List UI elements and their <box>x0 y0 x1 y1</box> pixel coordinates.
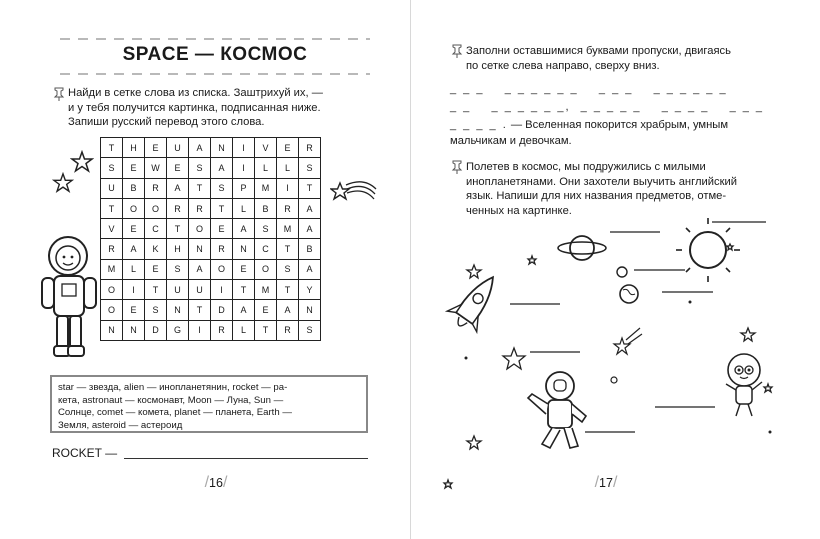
instruction-line: ченных на картинке. <box>466 204 572 217</box>
grid-cell[interactable]: A <box>233 219 255 239</box>
grid-cell[interactable]: E <box>211 219 233 239</box>
grid-cell[interactable]: B <box>299 239 321 259</box>
grid-cell[interactable]: O <box>145 198 167 218</box>
astronaut-icon <box>528 372 586 448</box>
grid-cell[interactable]: S <box>189 158 211 178</box>
grid-cell[interactable]: V <box>101 219 123 239</box>
grid-cell[interactable]: C <box>255 239 277 259</box>
grid-cell[interactable]: L <box>123 259 145 279</box>
answer-line[interactable] <box>124 458 368 459</box>
grid-cell[interactable]: I <box>233 138 255 158</box>
grid-cell[interactable]: L <box>233 320 255 340</box>
grid-cell[interactable]: R <box>277 320 299 340</box>
grid-cell[interactable]: T <box>167 219 189 239</box>
grid-cell[interactable]: U <box>167 138 189 158</box>
grid-cell[interactable]: D <box>145 320 167 340</box>
grid-cell[interactable]: N <box>211 138 233 158</box>
grid-cell[interactable]: W <box>145 158 167 178</box>
grid-cell[interactable]: A <box>189 259 211 279</box>
sentence-line <box>450 119 728 131</box>
comet-icon <box>614 328 642 354</box>
grid-cell[interactable]: E <box>167 158 189 178</box>
word-search-grid[interactable] <box>100 137 321 341</box>
grid-cell[interactable]: L <box>277 158 299 178</box>
grid-cell[interactable]: N <box>123 320 145 340</box>
word-list-line: Земля, asteroid — астероид <box>58 419 183 431</box>
grid-cell[interactable]: V <box>255 138 277 158</box>
grid-cell[interactable]: A <box>277 300 299 320</box>
blank-row[interactable]: _ _ _ _ . <box>450 119 508 131</box>
moon-icon <box>617 267 627 277</box>
grid-cell[interactable]: E <box>123 158 145 178</box>
grid-cell[interactable]: G <box>167 320 189 340</box>
grid-cell[interactable]: O <box>101 300 123 320</box>
grid-cell[interactable]: N <box>233 239 255 259</box>
grid-cell[interactable]: U <box>189 280 211 300</box>
grid-row <box>101 280 321 300</box>
page-number-right-wrap: /17/ <box>594 474 618 491</box>
alien-icon <box>726 354 762 416</box>
grid-cell[interactable]: T <box>101 198 123 218</box>
grid-cell[interactable]: I <box>211 280 233 300</box>
grid-cell[interactable]: Y <box>299 280 321 300</box>
space-picture <box>430 210 800 500</box>
grid-cell[interactable]: R <box>167 198 189 218</box>
grid-row <box>101 239 321 259</box>
planet-icon <box>558 236 606 260</box>
grid-cell[interactable]: S <box>211 178 233 198</box>
grid-cell[interactable]: I <box>277 178 299 198</box>
grid-cell[interactable]: L <box>233 198 255 218</box>
grid-cell[interactable]: R <box>277 198 299 218</box>
sun-icon <box>676 218 740 282</box>
grid-cell[interactable]: T <box>189 300 211 320</box>
star-icon <box>52 172 74 194</box>
sentence-rest: — Вселенная покорится храбрым, умным <box>510 119 729 131</box>
grid-cell[interactable]: A <box>233 300 255 320</box>
grid-cell[interactable]: S <box>299 320 321 340</box>
sentence-line-2: мальчикам и девочкам. <box>450 135 572 147</box>
grid-row <box>101 300 321 320</box>
grid-cell[interactable]: M <box>255 280 277 300</box>
grid-cell[interactable]: I <box>189 320 211 340</box>
grid-table[interactable] <box>100 137 321 341</box>
grid-cell[interactable]: R <box>101 239 123 259</box>
grid-cell[interactable]: T <box>233 280 255 300</box>
grid-cell[interactable]: A <box>167 178 189 198</box>
grid-cell[interactable]: O <box>189 219 211 239</box>
instruction-line: Найди в сетке слова из списка. Заштрихуй их, — <box>68 87 323 99</box>
grid-cell[interactable]: P <box>233 178 255 198</box>
left-instruction <box>68 86 368 130</box>
grid-cell[interactable]: S <box>299 158 321 178</box>
word-list-line: star — звезда, alien — инопланетянин, rocket — ра- <box>58 382 288 393</box>
grid-cell[interactable]: R <box>189 198 211 218</box>
grid-cell[interactable]: B <box>255 198 277 218</box>
grid-cell[interactable]: N <box>189 239 211 259</box>
grid-cell[interactable]: S <box>255 219 277 239</box>
grid-cell[interactable]: R <box>211 320 233 340</box>
grid-cell[interactable]: M <box>101 259 123 279</box>
asteroid-icon <box>611 377 617 383</box>
grid-cell[interactable]: M <box>255 178 277 198</box>
pin-icon <box>450 44 464 58</box>
grid-cell[interactable]: B <box>123 178 145 198</box>
earth-icon <box>620 285 638 303</box>
grid-cell[interactable]: H <box>167 239 189 259</box>
grid-cell[interactable]: A <box>189 138 211 158</box>
instruction-line: инопланетянами. Они захотели выучить английский <box>466 175 737 188</box>
instruction-line: Полетев в космос, мы подружились с милыми <box>466 161 706 173</box>
instruction-line: Запиши русский перевод этого слова. <box>68 116 265 128</box>
instruction-line: Заполни оставшимися буквами пропуски, двигаясь <box>466 45 731 57</box>
grid-cell[interactable]: A <box>299 219 321 239</box>
grid-cell[interactable]: E <box>277 138 299 158</box>
grid-cell[interactable]: U <box>101 178 123 198</box>
grid-cell[interactable]: K <box>145 239 167 259</box>
right-instruction-1 <box>466 44 776 73</box>
grid-cell[interactable]: A <box>211 158 233 178</box>
grid-row <box>101 178 321 198</box>
page-number: 17 <box>599 476 613 490</box>
answer-label: ROCKET — <box>52 446 118 460</box>
astronaut-icon <box>38 232 100 362</box>
grid-cell[interactable]: D <box>211 300 233 320</box>
grid-cell[interactable]: N <box>167 300 189 320</box>
grid-cell[interactable]: I <box>233 158 255 178</box>
instruction-line: и у тебя получится картинка, подписанная ниже. <box>68 101 321 114</box>
blank-row[interactable]: _ _ _ _ _ _ _ _, _ _ _ _ _ _ _ _ _ _ _ _ <box>450 101 765 113</box>
grid-cell[interactable]: E <box>233 259 255 279</box>
grid-cell[interactable]: E <box>145 138 167 158</box>
grid-cell[interactable]: R <box>145 178 167 198</box>
grid-row <box>101 138 321 158</box>
comet-icon <box>330 175 378 211</box>
title-bottom-rule <box>60 73 370 75</box>
page-gutter <box>410 0 411 539</box>
word-list-box <box>50 375 368 433</box>
grid-cell[interactable]: E <box>145 259 167 279</box>
instruction-line: по сетке слева направо, сверху вниз. <box>466 59 660 72</box>
grid-row <box>101 198 321 218</box>
grid-cell[interactable]: T <box>189 178 211 198</box>
grid-cell[interactable]: A <box>299 259 321 279</box>
title-top-rule <box>60 38 370 40</box>
grid-cell[interactable]: L <box>255 158 277 178</box>
grid-cell[interactable]: N <box>299 300 321 320</box>
word-list-line: кета, astronaut — космонавт, Moon — Луна, Sun — <box>58 394 284 406</box>
pin-icon <box>52 87 66 101</box>
grid-cell[interactable]: O <box>101 280 123 300</box>
grid-cell[interactable]: O <box>211 259 233 279</box>
grid-cell[interactable]: S <box>101 158 123 178</box>
star-icon <box>70 150 94 174</box>
grid-cell[interactable]: M <box>277 219 299 239</box>
grid-cell[interactable]: U <box>167 280 189 300</box>
grid-cell[interactable]: R <box>299 138 321 158</box>
grid-cell[interactable]: N <box>101 320 123 340</box>
grid-cell[interactable]: T <box>101 138 123 158</box>
grid-cell[interactable]: C <box>145 219 167 239</box>
grid-row <box>101 158 321 178</box>
grid-cell[interactable]: S <box>167 259 189 279</box>
grid-cell[interactable]: A <box>299 198 321 218</box>
grid-cell[interactable]: I <box>123 280 145 300</box>
grid-row <box>101 219 321 239</box>
page-title: SPACE — КОСМОС <box>122 44 308 65</box>
page-number: 16 <box>209 476 223 490</box>
grid-cell[interactable]: T <box>277 239 299 259</box>
blank-row[interactable]: _ _ _ _ _ _ _ _ _ _ _ _ _ _ _ _ _ _ <box>450 83 728 95</box>
grid-cell[interactable]: E <box>123 219 145 239</box>
grid-cell[interactable]: T <box>277 280 299 300</box>
grid-cell[interactable]: H <box>123 138 145 158</box>
grid-cell[interactable]: O <box>255 259 277 279</box>
grid-cell[interactable]: A <box>123 239 145 259</box>
grid-cell[interactable]: E <box>255 300 277 320</box>
word-list-line: Солнце, comet — комета, planet — планета, Earth — <box>58 407 292 419</box>
grid-row <box>101 320 321 340</box>
grid-cell[interactable]: T <box>145 280 167 300</box>
pin-icon <box>450 160 464 174</box>
grid-cell[interactable]: E <box>123 300 145 320</box>
grid-cell[interactable]: T <box>211 198 233 218</box>
grid-cell[interactable]: S <box>277 259 299 279</box>
grid-cell[interactable]: T <box>299 178 321 198</box>
page-number-left-wrap: /16/ <box>204 474 228 491</box>
grid-cell[interactable]: R <box>211 239 233 259</box>
grid-cell[interactable]: O <box>123 198 145 218</box>
grid-cell[interactable]: S <box>145 300 167 320</box>
grid-row <box>101 259 321 279</box>
grid-cell[interactable]: T <box>255 320 277 340</box>
instruction-line: язык. Напиши для них названия предметов, отме- <box>466 190 727 202</box>
